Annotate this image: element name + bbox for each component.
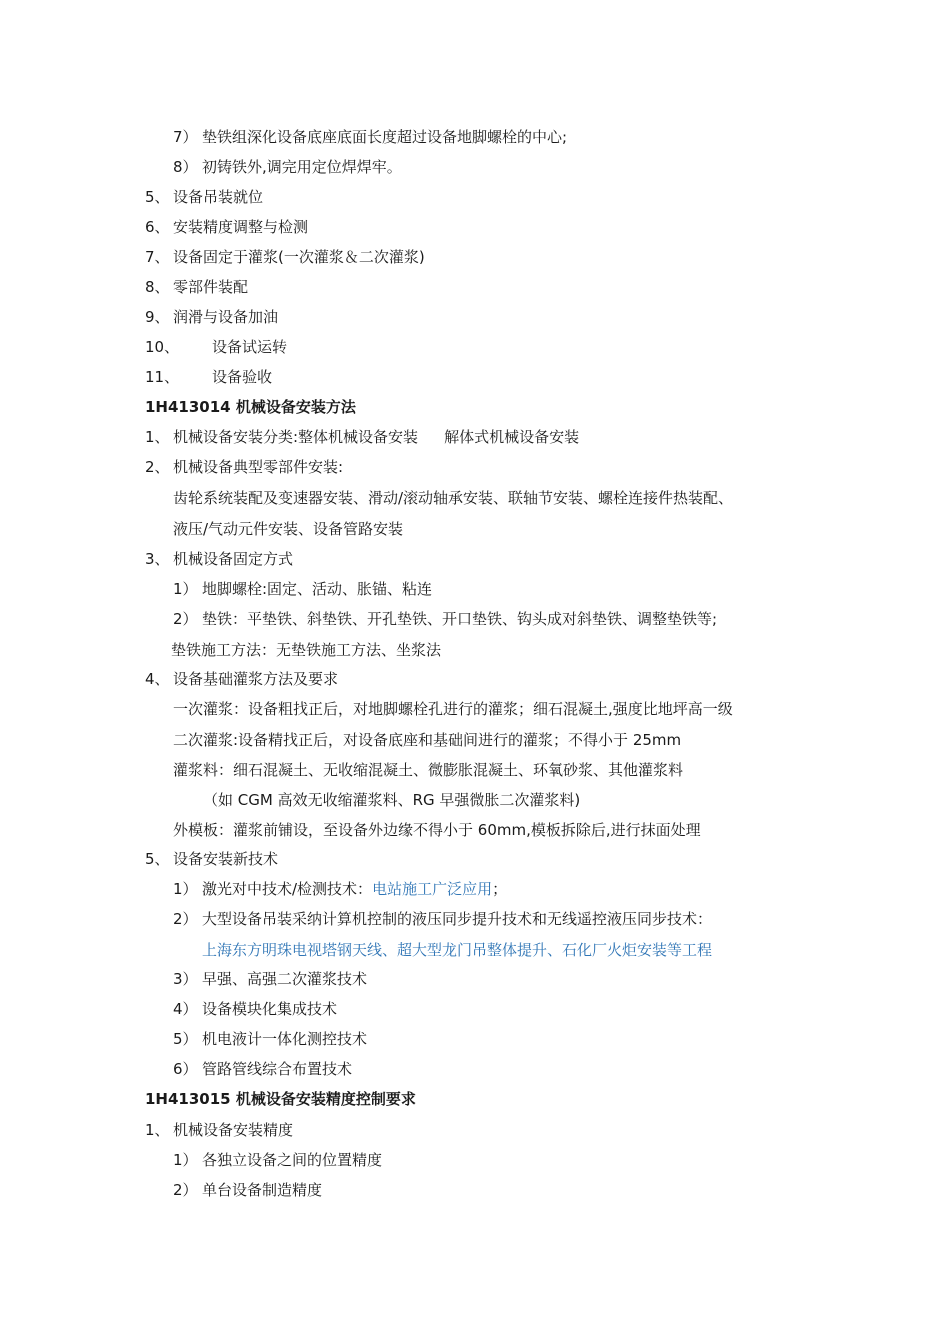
list-text: 垫铁组深化设备底座底面长度超过设备地脚螺栓的中心; — [202, 128, 568, 146]
list-text: 安装精度调整与检测 — [173, 218, 309, 236]
list-text-tail: ； — [492, 880, 508, 898]
list-item — [145, 277, 248, 297]
list-item — [145, 1120, 293, 1140]
paragraph-line: 液压/气动元件安装、设备管路安装 — [173, 520, 404, 538]
list-number: 4、 — [145, 670, 170, 688]
list-number: 1） — [173, 580, 198, 598]
list-number: 10、 — [145, 338, 180, 356]
list-item — [145, 669, 338, 689]
list-text: 机械设备安装分类:整体机械设备安装 — [173, 428, 419, 446]
paragraph-line: 灌浆料：细石混凝土、无收缩混凝土、微膨胀混凝土、环氧砂浆、其他灌浆料 — [173, 761, 684, 779]
list-text: 机械设备典型零部件安装: — [173, 458, 344, 476]
list-item — [173, 157, 402, 177]
list-number: 6、 — [145, 218, 170, 236]
list-item — [145, 549, 293, 569]
list-number: 11、 — [145, 368, 180, 386]
list-text: 早强、高强二次灌浆技术 — [202, 970, 368, 988]
list-text: 设备固定于灌浆(一次灌浆＆二次灌浆) — [173, 248, 425, 266]
list-item — [145, 457, 343, 477]
list-text: 管路管线综合布置技术 — [202, 1060, 353, 1078]
list-item — [173, 609, 717, 629]
list-number: 1） — [173, 880, 198, 898]
highlighted-text: 电站施工广泛应用 — [372, 880, 493, 898]
list-text: 设备模块化集成技术 — [202, 1000, 338, 1018]
list-item — [173, 579, 432, 599]
list-item — [173, 1180, 322, 1200]
list-text-secondary: 解体式机械设备安装 — [444, 428, 580, 446]
list-item — [145, 427, 579, 447]
paragraph-line: 一次灌浆：设备粗找正后，对地脚螺栓孔进行的灌浆；细石混凝土,强度比地坪高一级 — [173, 700, 733, 718]
list-number: 3） — [173, 970, 198, 988]
list-number: 1、 — [145, 1121, 170, 1139]
list-text: 大型设备吊装采纳计算机控制的液压同步提升技术和无线遥控液压同步技术： — [202, 910, 713, 928]
list-number: 2） — [173, 910, 198, 928]
list-number: 1、 — [145, 428, 170, 446]
list-number: 2） — [173, 610, 198, 628]
list-text: 机电液计一体化测控技术 — [202, 1030, 368, 1048]
highlighted-text: 上海东方明珠电视塔钢天线、超大型龙门吊整体提升、石化厂火炬安装等工程 — [202, 941, 713, 959]
list-item — [145, 187, 263, 207]
list-number: 8） — [173, 158, 198, 176]
list-item — [145, 337, 287, 357]
list-text: 设备试运转 — [212, 338, 288, 356]
list-text: 垫铁：平垫铁、斜垫铁、开孔垫铁、开口垫铁、钩头成对斜垫铁、调整垫铁等; — [202, 610, 718, 628]
list-item — [145, 849, 278, 869]
list-item — [173, 1150, 382, 1170]
list-item — [145, 367, 272, 387]
list-number: 5、 — [145, 188, 170, 206]
list-item — [173, 127, 567, 147]
list-text: 各独立设备之间的位置精度 — [202, 1151, 383, 1169]
list-text: 润滑与设备加油 — [173, 308, 279, 326]
paragraph-line: 垫铁施工方法：无垫铁施工方法、坐浆法 — [171, 641, 442, 659]
list-text: 单台设备制造精度 — [202, 1181, 323, 1199]
list-item — [173, 879, 507, 899]
list-item — [173, 1029, 367, 1049]
list-text: 设备吊装就位 — [173, 188, 264, 206]
section-heading: 1H413014 机械设备安装方法 — [145, 398, 356, 416]
list-number: 2） — [173, 1181, 198, 1199]
list-text: 初铸铁外,调完用定位焊焊牢。 — [202, 158, 402, 176]
list-number: 9、 — [145, 308, 170, 326]
list-item — [145, 247, 425, 267]
list-number: 2、 — [145, 458, 170, 476]
list-text: 地脚螺栓:固定、活动、胀锚、粘连 — [202, 580, 433, 598]
list-item — [145, 217, 308, 237]
list-number: 7） — [173, 128, 198, 146]
paragraph-line: 齿轮系统装配及变速器安装、滑动/滚动轴承安装、联轴节安装、螺栓连接件热装配、 — [173, 489, 734, 507]
list-item — [173, 969, 367, 989]
list-number: 3、 — [145, 550, 170, 568]
list-text: 零部件装配 — [173, 278, 249, 296]
paragraph-line: 外模板：灌浆前铺设，至设备外边缘不得小于 60mm,模板拆除后,进行抹面处理 — [173, 821, 701, 839]
list-number: 5） — [173, 1030, 198, 1048]
list-number: 1） — [173, 1151, 198, 1169]
list-text: 激光对中技术/检测技术： — [202, 880, 373, 898]
paragraph-line: （如 CGM 高效无收缩灌浆料、RG 早强微胀二次灌浆料) — [203, 791, 581, 809]
list-text: 机械设备安装精度 — [173, 1121, 294, 1139]
list-text: 设备验收 — [212, 368, 273, 386]
list-item — [145, 307, 278, 327]
list-number: 4） — [173, 1000, 198, 1018]
section-heading: 1H413015 机械设备安装精度控制要求 — [145, 1090, 416, 1108]
list-number: 8、 — [145, 278, 170, 296]
paragraph-line: 二次灌浆:设备精找正后，对设备底座和基础间进行的灌浆；不得小于 25mm — [173, 731, 682, 749]
list-number: 5、 — [145, 850, 170, 868]
list-number: 7、 — [145, 248, 170, 266]
list-item — [173, 999, 337, 1019]
list-item — [173, 909, 712, 929]
list-text: 设备基础灌浆方法及要求 — [173, 670, 339, 688]
list-item — [173, 1059, 352, 1079]
list-text: 设备安装新技术 — [173, 850, 279, 868]
list-number: 6） — [173, 1060, 198, 1078]
list-text: 机械设备固定方式 — [173, 550, 294, 568]
